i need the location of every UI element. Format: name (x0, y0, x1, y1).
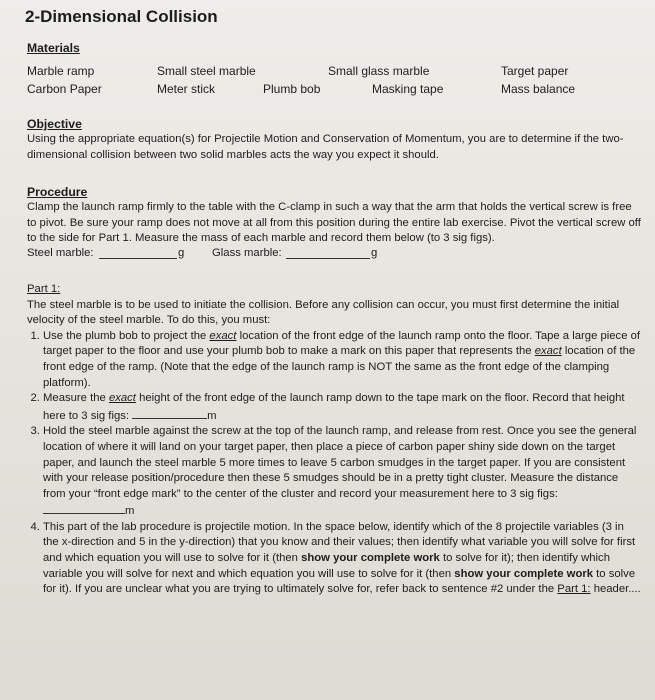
steel-mass-label: Steel marble: (27, 246, 94, 259)
step-2: 2. Measure the exact height of the front edge of the launch ramp down to the tape mark on the floor. Record that height here to 3 sig figs: m (43, 391, 641, 424)
page-title: 2-Dimensional Collision (25, 7, 218, 26)
glass-mass-unit: g (371, 246, 378, 259)
glass-mass-label: Glass marble: (212, 246, 282, 259)
material-item: Marble ramp (27, 64, 95, 78)
height-blank[interactable] (132, 407, 207, 419)
part1-steps (27, 329, 641, 598)
objective-text: Using the appropriate equation(s) for Projectile Motion and Conservation of Momentum, you are to determine if the two-dimensional collision between two solid marbles acts the way you expect it should. (27, 133, 624, 161)
steel-mass-blank[interactable] (99, 247, 177, 259)
step-1: 1. Use the plumb bob to project the exact location of the front edge of the launch ramp onto the floor. Tape a large piece of target paper to the floor and use your plumb bob to make a mark on this paper that represents the exact location of the front edge of the ramp. (Note that the edge of the launch ramp is NOT the same as the front edge of the clamping platform). (43, 329, 641, 391)
step-3: 3. Hold the steel marble against the screw at the top of the launch ramp, and release from rest. Once you see the general location of where it will land on your target paper, then place a piece of carbon paper shiny side down on the target paper, and launch the steel marble 5 more times to leave 5 carbon smudges in the target paper. If you are consistent with your release position/procedure then these 5 smudges should be in a pretty tight cluster. Measure the distance from your “front edge mark” to the center of the cluster and record your measurement here to 3 sig figs: m (43, 424, 641, 520)
material-item: Target paper (501, 64, 569, 78)
material-item: Small steel marble (157, 64, 256, 78)
material-item: Small glass marble (328, 64, 430, 78)
glass-mass-blank[interactable] (286, 247, 370, 259)
procedure-heading: Procedure (27, 185, 88, 200)
steel-mass-unit: g (178, 246, 185, 259)
distance-blank[interactable] (43, 502, 125, 514)
material-item: Plumb bob (263, 82, 321, 96)
objective-heading: Objective (27, 117, 82, 131)
material-item: Mass balance (501, 82, 576, 96)
material-item: Masking tape (372, 82, 444, 96)
materials-list (27, 60, 641, 96)
procedure-text: Clamp the launch ramp firmly to the table with the C-clamp in such a way that the arm that holds the vertical screw is free to pivot. Be sure your ramp does not move at all from this position during the entire lab exercise. Pivot the vertical screw off to the side for Part 1. Measure the mass of each marble and record them below (to 3 sig figs). (27, 201, 641, 245)
material-item: Carbon Paper (27, 82, 102, 96)
materials-heading: Materials (27, 41, 80, 55)
part1-intro: The steel marble is to be used to initiate the collision. Before any collision can occur, you must first determine the initial velocity of the steel marble. To do this, you must: (27, 298, 620, 327)
material-item: Meter stick (157, 82, 216, 96)
step-4: 4. This part of the lab procedure is projectile motion. In the space below, identify which of the 8 projectile variables (3 in the x-direction and 5 in the y-direction) that you know and their values; then identify what variable you will solve for first and which equation you will use to solve for it (then show your complete work to solve for it); then identify which variable you will solve for next and which equation you will use to solve for it (then show your complete work to solve for it). If you are unclear what you are trying to ultimately solve for, refer back to sentence #2 under the Part 1: header.... (43, 520, 641, 598)
part1-heading: Part 1: (27, 282, 61, 295)
mass-record-row (27, 247, 641, 264)
